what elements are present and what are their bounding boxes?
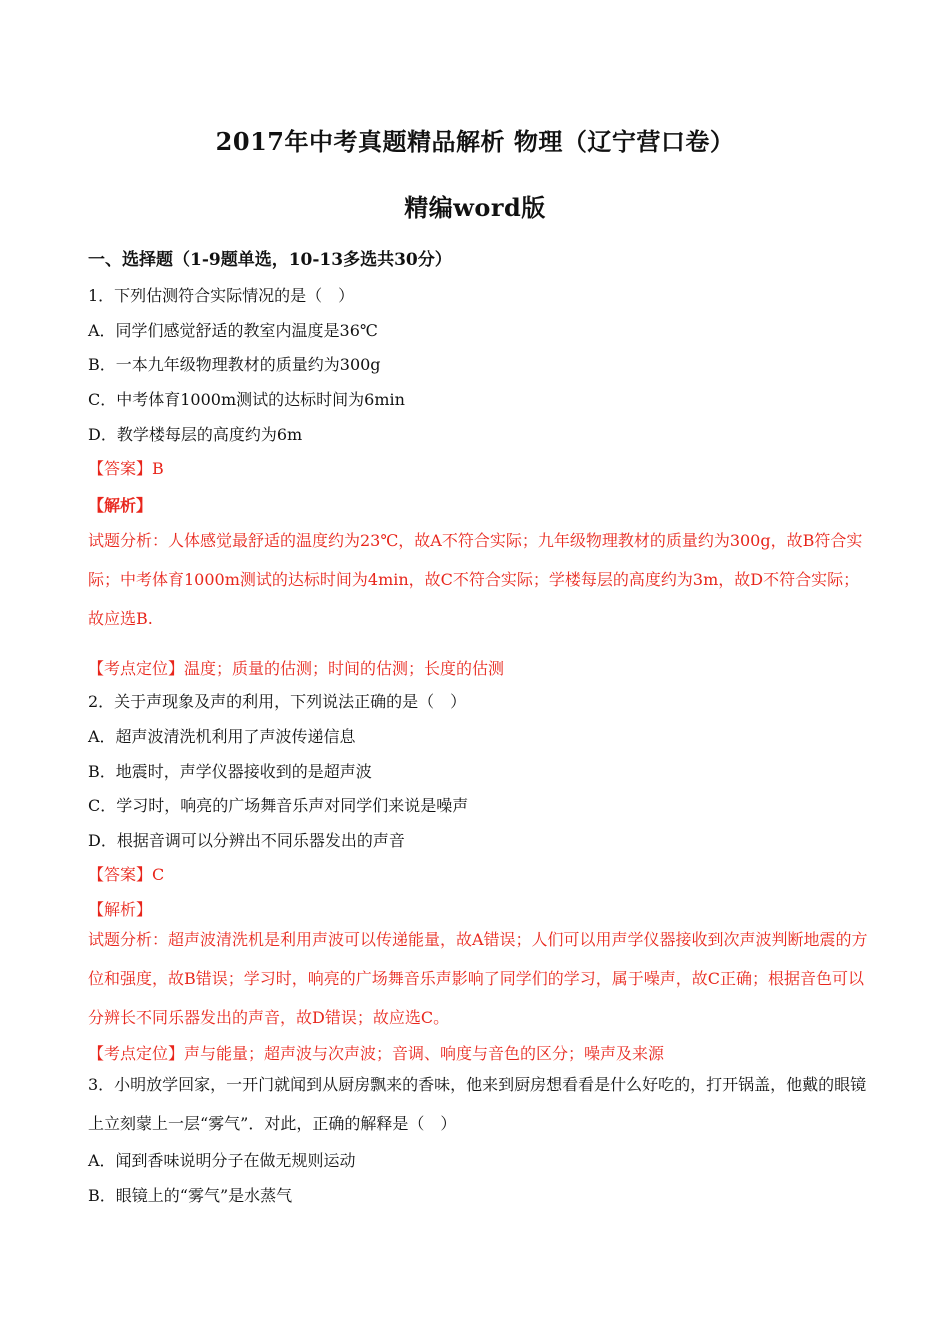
question-1-option-a: A．同学们感觉舒适的教室内温度是36℃ xyxy=(88,321,378,340)
question-1-analysis-label: 【解析】 xyxy=(88,496,153,515)
question-2-option-a: A．超声波清洗机利用了声波传递信息 xyxy=(88,727,356,746)
question-2-option-c: C．学习时，响亮的广场舞音乐声对同学们来说是噪声 xyxy=(88,796,469,815)
document-title: 2017年中考真题精品解析 物理（辽宁营口卷） xyxy=(215,127,735,156)
question-2-option-b: B．地震时，声学仪器接收到的是超声波 xyxy=(88,762,372,781)
question-2-analysis: 试题分析：超声波清洗机是利用声波可以传递能量，故A错误；人们可以用声学仪器接收到次声波判断地震的方位和强度，故B错误；学习时，响亮的广场舞音乐声影响了同学们的学习，属于噪声，故C正确；根据音色可以分辨长不同乐器发出的声音，故D错误；故应选C。 xyxy=(88,930,868,1027)
question-1-stem: 1．下列估测符合实际情况的是（ ） xyxy=(88,286,355,305)
question-2-knowledge-point: 【考点定位】声与能量；超声波与次声波；音调、响度与音色的区分；噪声及来源 xyxy=(88,1044,665,1063)
question-3-option-b: B．眼镜上的“雾气”是水蒸气 xyxy=(88,1186,293,1205)
question-1-knowledge-point: 【考点定位】温度；质量的估测；时间的估测；长度的估测 xyxy=(88,659,505,678)
question-1-answer: 【答案】B xyxy=(88,459,164,478)
section-heading: 一、选择题（1-9题单选，10-13多选共30分） xyxy=(88,250,452,270)
question-1-option-c: C．中考体育1000m测试的达标时间为6min xyxy=(88,390,405,409)
question-2-analysis-label: 【解析】 xyxy=(88,900,153,919)
question-3-stem: 3．小明放学回家，一开门就闻到从厨房飘来的香味，他来到厨房想看看是什么好吃的，打开锅盖，他戴的眼镜上立刻蒙上一层“雾气”．对此，正确的解释是（ ） xyxy=(88,1075,867,1133)
question-3-option-a: A．闻到香味说明分子在做无规则运动 xyxy=(88,1151,356,1170)
question-1-option-d: D．教学楼每层的高度约为6m xyxy=(88,425,303,444)
question-1-analysis: 试题分析：人体感觉最舒适的温度约为23℃，故A不符合实际；九年级物理教材的质量约为300g，故B符合实际；中考体育1000m测试的达标时间为4min，故C不符合实际；学楼每层的高度约为3m，故D不符合实际；故应选B. xyxy=(88,531,863,628)
document-subtitle: 精编word版 xyxy=(404,193,546,222)
question-1-option-b: B．一本九年级物理教材的质量约为300g xyxy=(88,355,381,374)
question-2-stem: 2．关于声现象及声的利用，下列说法正确的是（ ） xyxy=(88,692,467,711)
question-2-option-d: D．根据音调可以分辨出不同乐器发出的声音 xyxy=(88,831,405,850)
question-2-answer: 【答案】C xyxy=(88,865,165,884)
